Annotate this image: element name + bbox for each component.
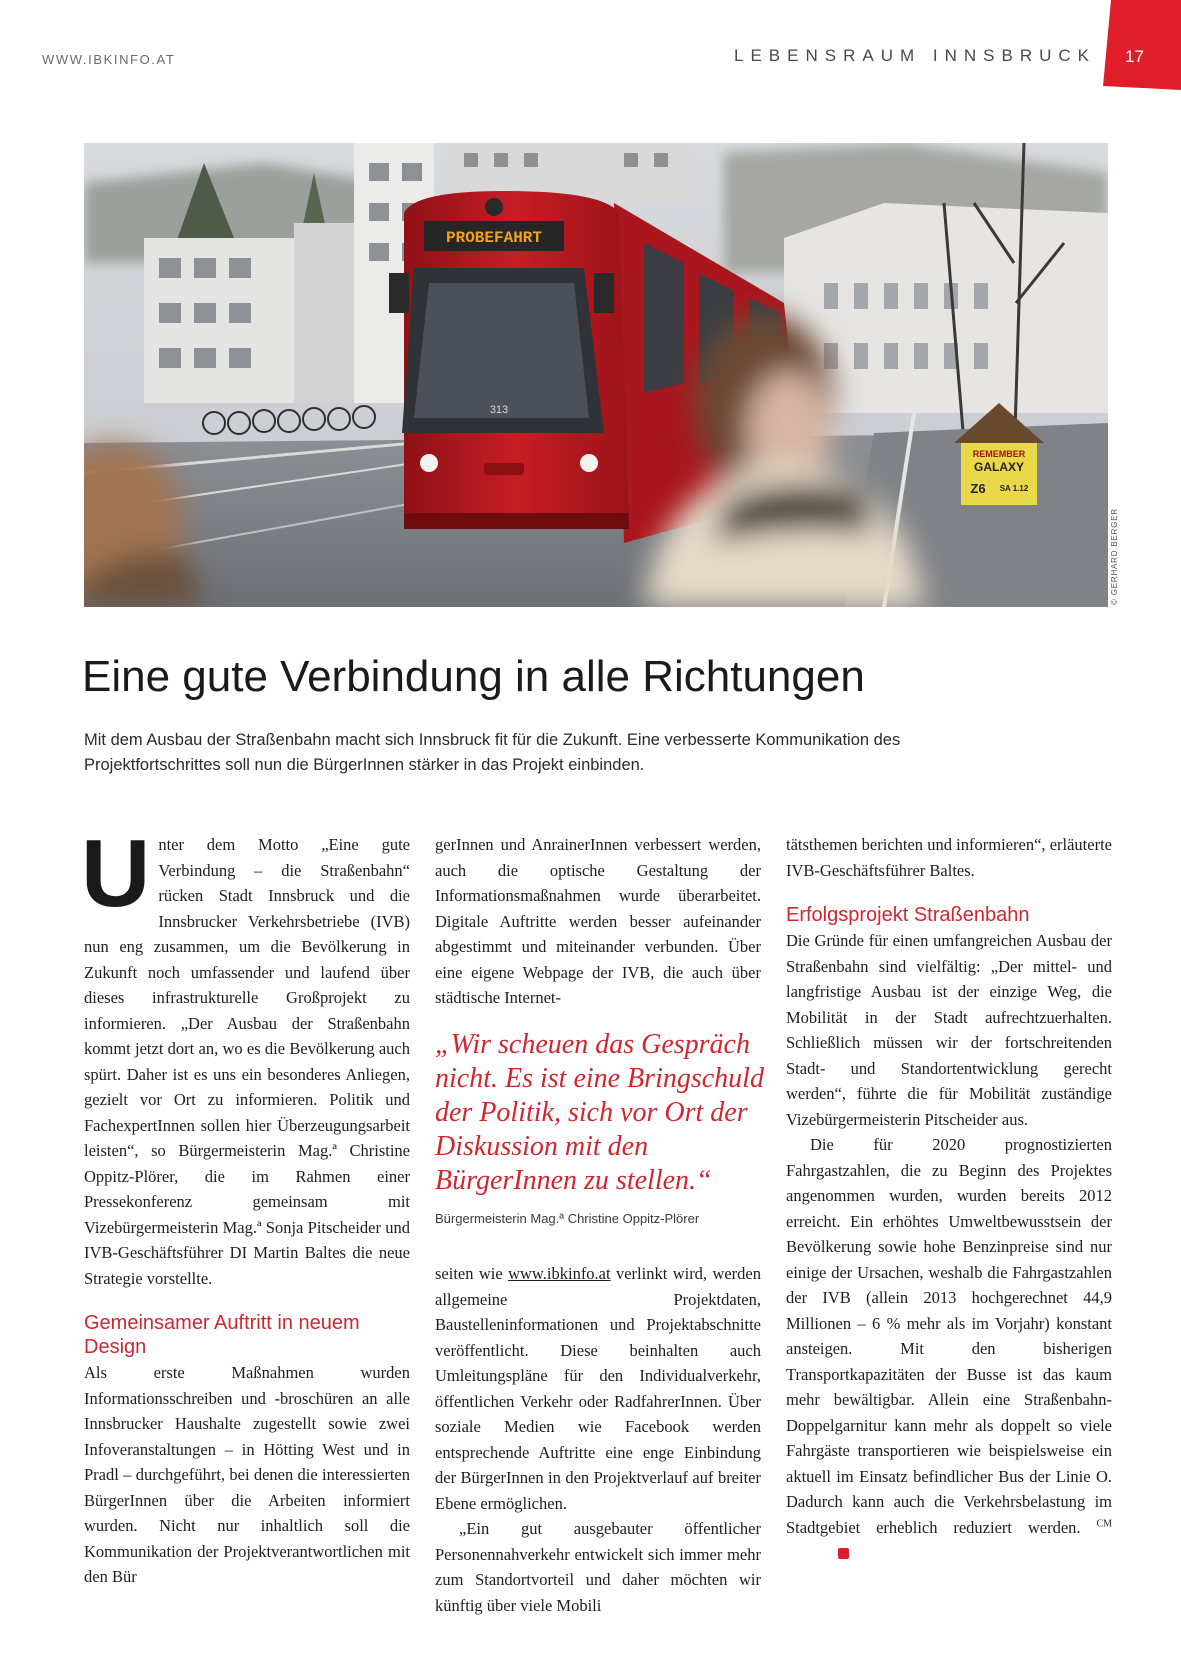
paragraph-transport: „Ein gut ausgebauter öffentlicher Personennahverkehr entwickelt sich immer mehr zum Standortvorteil und daher möchten wir künftig über viele Mobili — [435, 1519, 761, 1615]
poster-line-2: GALAXY — [973, 460, 1025, 474]
paragraph-passengers — [786, 1132, 1112, 1566]
column-3 — [786, 832, 1112, 1566]
paragraph-measures: Als erste Maßnahmen wurden Informationsschreiben und -broschüren an alle Innsbrucker Haushalte zugestellt sowie zwei Infoveranstaltungen – in Hötting West und in Pradl – durchgeführt, bei denen die interessierten BürgerInnen über die Arbeiten informiert wurden. Nicht nur inhaltlich soll die Kommunikation der Projektverantwortlichen mit den Bür — [84, 1363, 410, 1586]
article-lead: Mit dem Ausbau der Straßenbahn macht sich Innsbruck fit für die Zukunft. Eine verbesserte Kommunikation des Projektfortschrittes soll nun die BürgerInnen stärker in das Projekt einbinden. — [84, 731, 901, 774]
tram-destination-display: PROBEFAHRT — [445, 229, 543, 247]
paragraph-intro-text: nter dem Motto „Eine gute Verbindung – die Straßenbahn“ rücken Stadt Innsbruck und die Innsbrucker Verkehrsbetriebe (IVB) nun eng zusammen, um die Bevölkerung in Zukunft noch umfassender und laufend über dieses infrastrukturelle Großprojekt zu informieren. „Der Ausbau der Straßenbahn kommt jetzt dort an, wo es die Bevölkerung auch spürt. Daher ist es uns ein besonderes Anliegen, gezielt vor Ort zu informieren. Politik und FachexpertInnen sollen hier Überzeugungsarbeit leisten“, so Bürgermeisterin Mag.ª Christine Oppitz-Plörer, die im Rahmen einer Pressekonferenz gemeinsam mit Vizebürgermeisterin Mag.ª Sonja Pitscheider und IVB-Geschäftsführer DI Martin Baltes die neue Strategie vorstellte. — [84, 835, 410, 1288]
article-title: Eine gute Verbindung in alle Richtungen — [82, 652, 865, 701]
poster-line-1: REMEMBER — [972, 449, 1026, 459]
column-2-top — [435, 832, 761, 1011]
subhead-design: Gemeinsamer Auftritt in neuem Design — [84, 1312, 360, 1358]
author-signature: CM — [1096, 1518, 1112, 1529]
section-label: LEBENSRAUM INNSBRUCK — [734, 46, 1096, 65]
paragraph-web-end: verlinkt wird, werden allgemeine Projektdaten, Baustelleninformationen und Projektabschnitte veröffentlicht. Diese beinhalten auch Umleitungspläne für den Individualverkehr, öffentlichen Verkehr oder RadfahrerInnen. Über soziale Medien wie Facebook werden entsprechende Auftritte eine enge Einbindung der BürgerInnen in den Projektverlauf auf breiter Ebene ermöglichen. — [435, 1264, 762, 1513]
poster-number: Z6 — [970, 481, 986, 496]
paragraph-passengers-text: Die für 2020 prognostizierten Fahrgastzahlen, die zu Beginn des Projektes angenommen wurden, wurden bereits 2012 erreicht. Ein erhöhtes Umweltbewusstsein der Bevölkerung sowie hohe Benzinpreise sind nur einige der Ursachen, weshalb die Fahrgastzahlen der IVB (allein 2013 hochgerechnet 44,9 Millionen – 6 % mehr als im Vorjahr) konstant ansteigen. Mit den bisherigen Transportkapazitäten der Busse ist das kaum mehr bewältigbar. Allein eine Straßenbahn-Doppelgarnitur kann mehr als doppelt so viele Fahrgäste transportieren wie beispielsweise ein aktuell im Einsatz befindlicher Bus der Linie O. Dadurch kann auch die Verkehrsbelastung im Stadtgebiet erheblich reduziert werden. — [786, 1135, 1112, 1537]
paragraph-intro — [81, 820, 410, 1291]
poster-date: SA 1.12 — [999, 484, 1029, 493]
paragraph-reasons: Die Gründe für einen umfangreichen Ausbau der Straßenbahn sind vielfältig: „Der mittel- und langfristige Ausbau ist der einzige Weg, die Mobilität in der Stadt aufrechtzuerhalten. Schließlich müssen wir der fortschreitenden Stadt- und Standortentwicklung gerecht werden“, führte die für Mobilität zuständige Vizebürgermeisterin Pitscheider aus. — [786, 931, 1112, 1129]
paragraph-mobility: tätsthemen berichten und informieren“, erläuterte IVB-Geschäftsführer Baltes. — [786, 835, 1112, 880]
page-tab — [1103, 0, 1181, 90]
subhead-success: Erfolgsprojekt Straßenbahn — [786, 904, 1030, 926]
tram-number: 313 — [489, 404, 509, 416]
dropcap: U — [81, 820, 151, 927]
column-2-bottom — [435, 1261, 761, 1618]
site-url[interactable]: WWW.IBKINFO.AT — [42, 52, 176, 67]
paragraph-web — [435, 1261, 761, 1516]
column-1 — [81, 820, 410, 1590]
end-mark — [838, 1548, 849, 1559]
pull-quote-attribution: Bürgermeisterin Mag.ª Christine Oppitz-Plörer — [435, 1211, 700, 1226]
tram-photo — [84, 143, 1108, 607]
page-number: 17 — [1125, 47, 1144, 66]
paragraph-web-start: seiten wie — [435, 1264, 509, 1283]
page-tab-shape — [1103, 0, 1181, 90]
ibkinfo-link[interactable]: www.ibkinfo.at — [508, 1264, 611, 1283]
pull-quote: „Wir scheuen das Gespräch nicht. Es ist eine Bringschuld der Politik, sich vor Ort der Diskussion mit den BürgerInnen zu stellen.“ — [435, 1029, 764, 1196]
photo-credit: © GERHARD BERGER — [1110, 508, 1119, 605]
paragraph-communication: gerInnen und AnrainerInnen verbessert werden, auch die optische Gestaltung der Informationsmaßnahmen wurde überarbeitet. Digitale Auftritte werden besser aufeinander abgestimmt und miteinander verbunden. Über eine eigene Webpage der IVB, die auch über städtische Internet- — [435, 835, 761, 1007]
